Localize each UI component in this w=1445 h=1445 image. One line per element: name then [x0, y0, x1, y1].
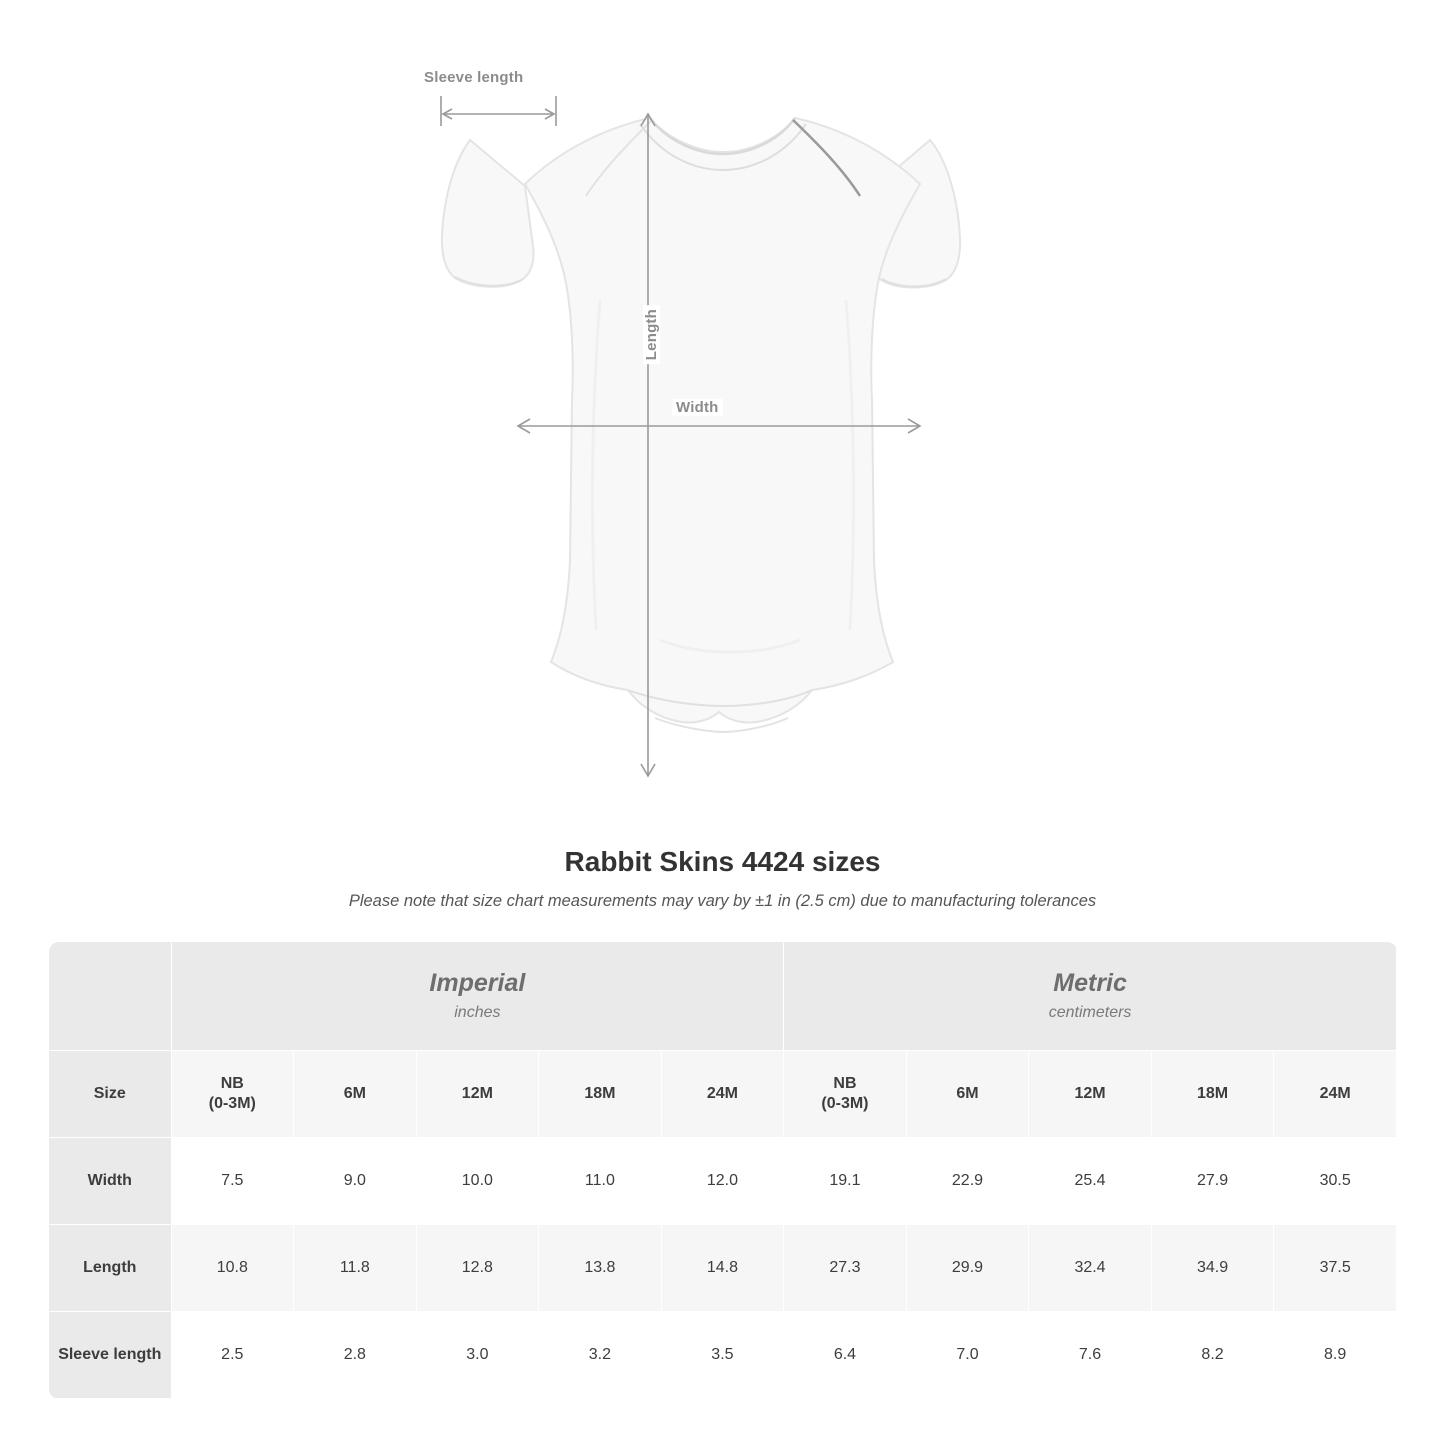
- row-label-width: Width: [49, 1138, 172, 1225]
- tolerance-note: Please note that size chart measurements may vary by ±1 in (2.5 cm) due to manufacturing tolerances: [348, 892, 1097, 910]
- size-column-header-sub: (0-3M): [821, 1095, 869, 1112]
- cell-sleeve-6m-in: 2.8: [294, 1312, 417, 1399]
- cell-width-24m-cm: 30.5: [1274, 1138, 1397, 1225]
- unit-header-metric: [784, 942, 1397, 1051]
- cell-length-6m-in: 11.8: [294, 1225, 417, 1312]
- cell-length-24m-in: 14.8: [661, 1225, 784, 1312]
- cell-sleeve-6m-cm: 7.0: [906, 1312, 1029, 1399]
- cell-width-24m-in: 12.0: [661, 1138, 784, 1225]
- size-column-header-label: NB: [833, 1075, 857, 1092]
- size-column-header: 18M: [1151, 1051, 1274, 1138]
- cell-length-18m-cm: 34.9: [1151, 1225, 1274, 1312]
- metric-sublabel: centimeters: [1048, 1003, 1132, 1021]
- cell-width-6m-in: 9.0: [294, 1138, 417, 1225]
- cell-width-18m-cm: 27.9: [1151, 1138, 1274, 1225]
- cell-width-6m-cm: 22.9: [906, 1138, 1029, 1225]
- metric-label: Metric: [1053, 969, 1127, 998]
- cell-sleeve-nb-cm: 6.4: [784, 1312, 907, 1399]
- cell-width-nb-cm: 19.1: [784, 1138, 907, 1225]
- imperial-label: Imperial: [429, 969, 526, 998]
- size-column-header-label: NB: [220, 1075, 244, 1092]
- page-title: Rabbit Skins 4424 sizes: [564, 846, 881, 877]
- title-block: [0, 846, 1445, 911]
- cell-length-18m-in: 13.8: [539, 1225, 662, 1312]
- size-chart-table: [48, 941, 1397, 1399]
- size-column-header: 18M: [539, 1051, 662, 1138]
- cell-sleeve-nb-in: 2.5: [171, 1312, 294, 1399]
- cell-length-12m-in: 12.8: [416, 1225, 539, 1312]
- unit-group-header-row: [49, 942, 1397, 1051]
- unit-header-empty: [49, 942, 172, 1051]
- cell-sleeve-18m-in: 3.2: [539, 1312, 662, 1399]
- table-row: [49, 1138, 1397, 1225]
- width-dimension-label: Width: [672, 399, 723, 416]
- row-label-length: Length: [49, 1225, 172, 1312]
- size-column-header: 12M: [1029, 1051, 1152, 1138]
- cell-length-nb-in: 10.8: [171, 1225, 294, 1312]
- table-row: [49, 1225, 1397, 1312]
- table-row: [49, 1312, 1397, 1399]
- imperial-sublabel: inches: [454, 1003, 501, 1021]
- size-column-header: [171, 1051, 294, 1138]
- length-dimension-label: Length: [643, 305, 660, 364]
- size-chart-table-wrapper: [48, 941, 1397, 1399]
- cell-width-18m-in: 11.0: [539, 1138, 662, 1225]
- cell-sleeve-18m-cm: 8.2: [1151, 1312, 1274, 1399]
- size-header-row: [49, 1051, 1397, 1138]
- cell-width-12m-in: 10.0: [416, 1138, 539, 1225]
- size-column-header: 12M: [416, 1051, 539, 1138]
- cell-length-24m-cm: 37.5: [1274, 1225, 1397, 1312]
- size-column-header: [784, 1051, 907, 1138]
- cell-sleeve-24m-cm: 8.9: [1274, 1312, 1397, 1399]
- cell-sleeve-12m-cm: 7.6: [1029, 1312, 1152, 1399]
- cell-width-12m-cm: 25.4: [1029, 1138, 1152, 1225]
- cell-sleeve-24m-in: 3.5: [661, 1312, 784, 1399]
- size-column-header-sub: (0-3M): [208, 1095, 256, 1112]
- size-column-header: 24M: [661, 1051, 784, 1138]
- cell-length-6m-cm: 29.9: [906, 1225, 1029, 1312]
- cell-length-12m-cm: 32.4: [1029, 1225, 1152, 1312]
- size-column-header: 24M: [1274, 1051, 1397, 1138]
- size-column-header: 6M: [906, 1051, 1029, 1138]
- size-column-header: 6M: [294, 1051, 417, 1138]
- cell-sleeve-12m-in: 3.0: [416, 1312, 539, 1399]
- sleeve-length-dimension-label: Sleeve length: [424, 69, 524, 86]
- unit-header-imperial: [171, 942, 784, 1051]
- cell-width-nb-in: 7.5: [171, 1138, 294, 1225]
- size-corner-header: Size: [49, 1051, 172, 1138]
- cell-length-nb-cm: 27.3: [784, 1225, 907, 1312]
- row-label-sleeve-length: Sleeve length: [49, 1312, 172, 1399]
